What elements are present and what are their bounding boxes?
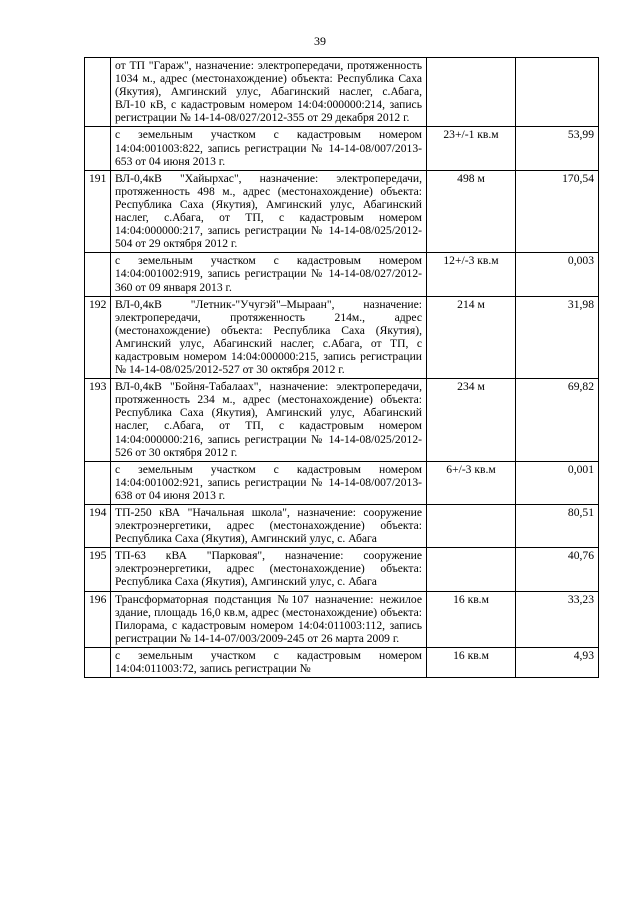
- row-size: [427, 548, 516, 591]
- table-row: [85, 127, 599, 170]
- row-value: 170,54: [516, 170, 599, 253]
- table-row: [85, 591, 599, 647]
- table-row: [85, 461, 599, 504]
- row-description: с земельным участком с кадастровым номером 14:04:001002:921, запись регистрации № 14-14-08/007/2013-638 от 04 июня 2013 г.: [111, 461, 427, 504]
- row-description: с земельным участком с кадастровым номером 14:04:011003:72, запись регистрации №: [111, 647, 427, 677]
- row-number: [85, 127, 111, 170]
- row-value: 69,82: [516, 379, 599, 462]
- row-description: ВЛ-0,4кВ "Летник-"Учугэй"–Мыраан", назначение: электропередачи, протяженность 214м., адрес (местонахождение) объекта: Республика Саха (Якутия), Амгинский улус, Абагинский наслег, с.Абага, от ТП, с кадастровым номером 14:04:000000:215, запись регистрации № 14-14-08/025/2012-527 от 30 октября 2012 г.: [111, 296, 427, 379]
- row-size: 23+/-1 кв.м: [427, 127, 516, 170]
- property-register-table: [84, 57, 599, 678]
- row-description: ТП-63 кВА "Парковая", назначение: сооружение электроэнергетики, адрес (местонахождение) объекта: Республика Саха (Якутия), Амгинский улус, с. Абага: [111, 548, 427, 591]
- row-number: 193: [85, 379, 111, 462]
- row-size: 234 м: [427, 379, 516, 462]
- row-size: 498 м: [427, 170, 516, 253]
- row-description: ТП-250 кВА "Начальная школа", назначение: сооружение электроэнергетики, адрес (местонахождение) объекта: Республика Саха (Якутия), Амгинский улус, с. Абага: [111, 505, 427, 548]
- row-value: [516, 58, 599, 127]
- row-number: 194: [85, 505, 111, 548]
- row-value: 53,99: [516, 127, 599, 170]
- row-size: 16 кв.м: [427, 591, 516, 647]
- row-description: ВЛ-0,4кВ "Бойня-Табалаах", назначение: электропередачи, протяженность 234 м., адрес (местонахождение) объекта: Республика Саха (Якутия), Амгинский улус, Абагинский наслег, с.Абага, от ТП, с кадастровым номером 14:04:000000:216, запись регистрации № 14-14-08/025/2012-526 от 30 октября 2012 г.: [111, 379, 427, 462]
- row-description: от ТП "Гараж", назначение: электропередачи, протяженность 1034 м., адрес (местонахождение) объекта: Республика Саха (Якутия), Амгинский улус, Абагинский наслег, с.Абага, ВЛ-10 кВ, с кадастровым номером 14:04:000000:214, запись регистрации № 14-14-08/027/2012-355 от 29 декабря 2012 г.: [111, 58, 427, 127]
- row-size: 6+/-3 кв.м: [427, 461, 516, 504]
- table-row: [85, 58, 599, 127]
- row-number: 195: [85, 548, 111, 591]
- row-value: 80,51: [516, 505, 599, 548]
- row-number: 196: [85, 591, 111, 647]
- row-number: 192: [85, 296, 111, 379]
- table-row: [85, 170, 599, 253]
- row-description: ВЛ-0,4кВ "Хайырхас", назначение: электропередачи, протяженность 498 м., адрес (местонахождение) объекта: Республика Саха (Якутия), Амгинский улус, Абагинский наслег, с.Абага, от ТП, с кадастровым номером 14:04:000000:217, запись регистрации № 14-14-08/025/2012-504 от 29 октября 2012 г.: [111, 170, 427, 253]
- table-row: [85, 379, 599, 462]
- row-number: [85, 253, 111, 296]
- row-size: 16 кв.м: [427, 647, 516, 677]
- row-size: [427, 58, 516, 127]
- row-value: 31,98: [516, 296, 599, 379]
- row-number: [85, 461, 111, 504]
- table-row: [85, 647, 599, 677]
- table-row: [85, 253, 599, 296]
- table-row: [85, 505, 599, 548]
- row-size: 214 м: [427, 296, 516, 379]
- table-row: [85, 296, 599, 379]
- row-value: 0,001: [516, 461, 599, 504]
- row-size: 12+/-3 кв.м: [427, 253, 516, 296]
- row-value: 33,23: [516, 591, 599, 647]
- row-size: [427, 505, 516, 548]
- row-number: [85, 58, 111, 127]
- row-description: с земельным участком с кадастровым номером 14:04:001002:919, запись регистрации № 14-14-08/027/2012-360 от 09 января 2013 г.: [111, 253, 427, 296]
- row-value: 4,93: [516, 647, 599, 677]
- row-value: 0,003: [516, 253, 599, 296]
- row-number: 191: [85, 170, 111, 253]
- page-number: 39: [314, 34, 326, 48]
- row-value: 40,76: [516, 548, 599, 591]
- row-description: Трансформаторная подстанция №107 назначение: нежилое здание, площадь 16,0 кв.м, адрес (местонахождение) объекта: Пилорама, с кадастровым номером 14:04:011003:112, запись регистрации № 14-14-07/003/2009-245 от 26 марта 2009 г.: [111, 591, 427, 647]
- table-row: [85, 548, 599, 591]
- row-number: [85, 647, 111, 677]
- row-description: с земельным участком с кадастровым номером 14:04:001003:822, запись регистрации № 14-14-08/007/2013-653 от 04 июня 2013 г.: [111, 127, 427, 170]
